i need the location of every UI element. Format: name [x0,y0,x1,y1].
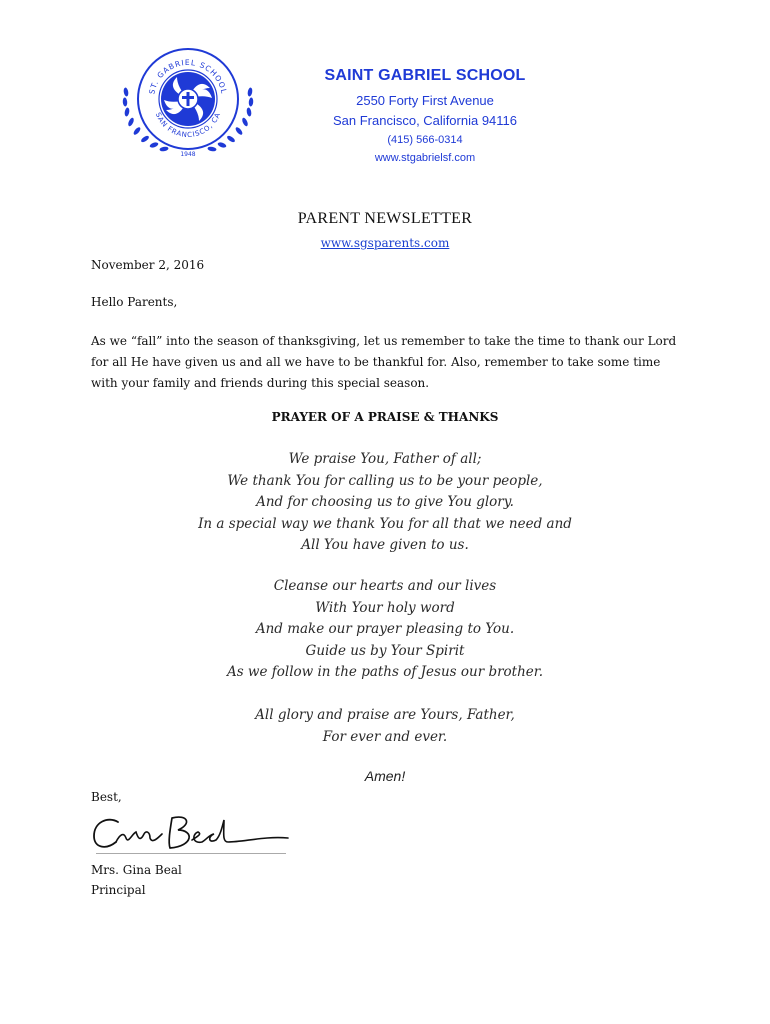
school-address-line1: 2550 Forty First Avenue [356,93,494,108]
prayer-line: All You have given to us. [301,537,469,553]
school-phone: (415) 566-0314 [387,134,463,146]
prayer-line: All glory and praise are Yours, Father, [255,707,515,723]
newsletter-title: PARENT NEWSLETTER [297,210,473,227]
prayer-line: With Your holy word [315,599,455,616]
letter-paragraph: As we “fall” into the season of thanksgiving, let us remember to take the time to thank our Lord for all He have given us and all we have to be thankful for. Also, remember to take some time with your family and friends during this special season. [91,334,677,390]
signer-block [91,860,182,900]
prayer-line: We praise You, Father of all; [288,451,482,467]
prayer-line: Cleanse our hearts and our lives [273,578,497,594]
seal-year: 1948 [180,151,196,158]
seal-text-bottom: SAN FRANCISCO, CA [153,111,223,140]
prayer-line: Guide us by Your Spirit [305,642,465,659]
school-contact-block [300,64,550,167]
prayer-line: And for choosing us to give You glory. [256,494,514,510]
letterhead [0,0,770,200]
prayer-line: For ever and ever. [322,728,448,745]
prayer-stanza-1 [0,449,770,557]
signature-line [96,853,286,854]
school-website[interactable]: www.stgabrielsf.com [374,152,476,164]
handwritten-signature [88,808,298,858]
prayer-line: As we follow in the paths of Jesus our brother. [226,664,544,680]
letter-greeting: Hello Parents, [91,295,178,309]
prayer-title: PRAYER OF A PRAISE & THANKS [271,410,499,424]
seal-text-top: ST. GABRIEL SCHOOL [147,57,229,95]
school-name: SAINT GABRIEL SCHOOL [324,67,526,84]
prayer-stanza-2 [0,576,770,684]
school-address-line2: San Francisco, California 94116 [332,113,518,128]
signer-role: Principal [91,883,146,897]
closing-salutation: Best, [91,790,122,804]
prayer-line: We thank You for calling us to be your people, [227,472,543,489]
newsletter-link[interactable]: www.sgsparents.com [320,236,450,250]
prayer-line: In a special way we thank You for all that we need and [198,515,572,532]
prayer-amen: Amen! [364,768,406,784]
signer-name: Mrs. Gina Beal [91,863,182,877]
prayer-line: And make our prayer pleasing to You. [255,621,515,637]
prayer-stanza-3 [0,705,770,748]
school-seal-logo [118,36,258,162]
letter-date: November 2, 2016 [91,258,205,272]
